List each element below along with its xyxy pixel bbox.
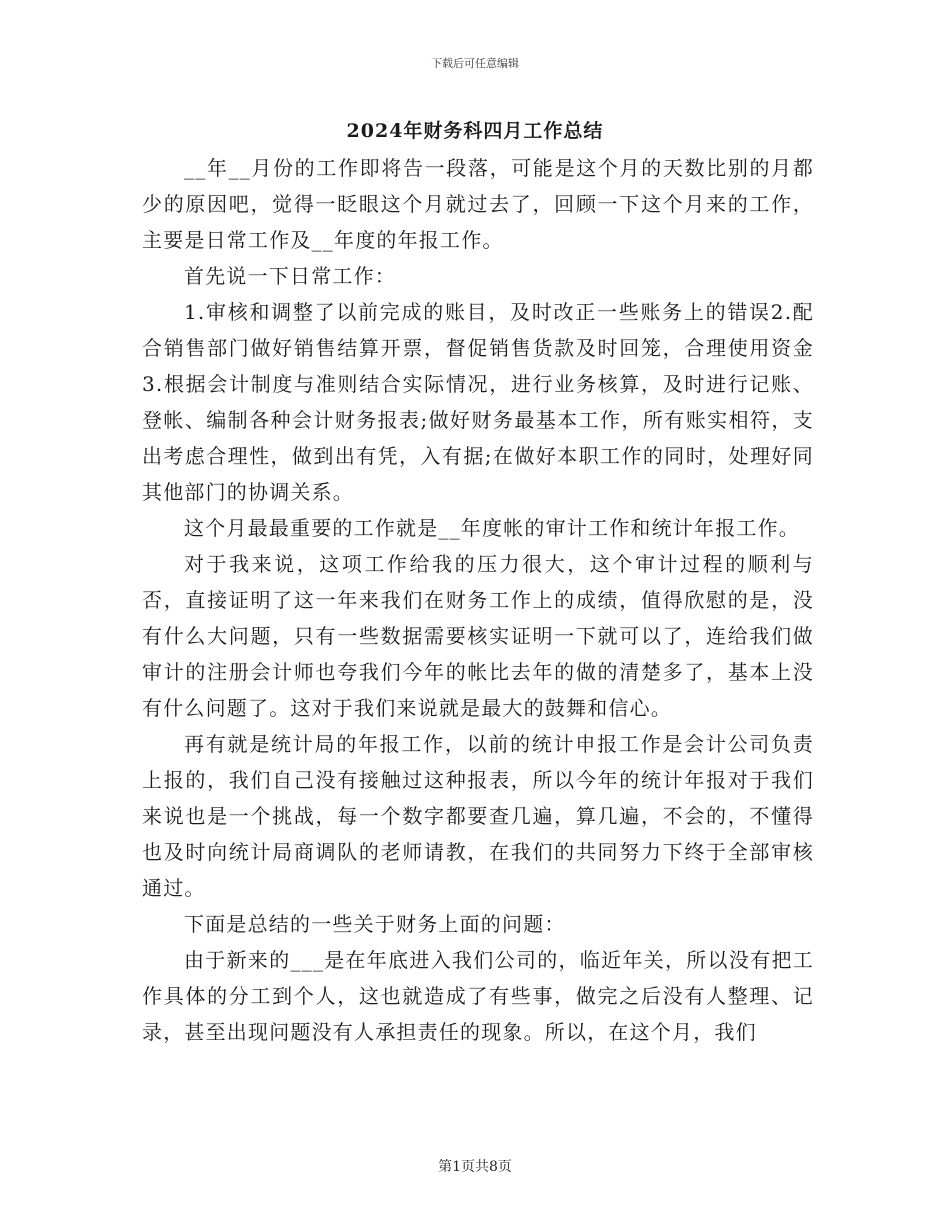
paragraph: 下面是总结的一些关于财务上面的问题： [184, 912, 566, 936]
paragraph: 由于新来的___是在年底进入我们公司的，临近年关，所以没有把工作具体的分工到个人，这也就造成了有些事，做完之后没有人整理、记录，甚至出现问题没有人承担责任的现象。所以，在这个月，我们 [142, 948, 814, 1044]
paragraph: 对于我来说，这项工作给我的压力很大，这个审计过程的顺利与否，直接证明了这一年来我们在财务工作上的成绩，值得欣慰的是，没有什么大问题，只有一些数据需要核实证明一下就可以了，连给我们做审计的注册会计师也夸我们今年的帐比去年的做的清楚多了，基本上没有什么问题了。这对于我们来说就是最大的鼓舞和信心。 [142, 552, 814, 720]
page-footer: 第1页共8页 [438, 1159, 512, 1175]
header-note: 下载后可任意编辑 [431, 57, 519, 70]
paragraph: __年__月份的工作即将告一段落，可能是这个月的天数比别的月都少的原因吧，觉得一眨眼这个月就过去了，回顾一下这个月来的工作，主要是日常工作及__年度的年报工作。 [142, 156, 814, 252]
paragraph: 这个月最最重要的工作就是__年度帐的审计工作和统计年报工作。 [184, 516, 800, 540]
paragraph: 再有就是统计局的年报工作，以前的统计申报工作是会计公司负责上报的，我们自己没有接触过这种报表，所以今年的统计年报对于我们来说也是一个挑战，每一个数字都要查几遍，算几遍，不会的，不懂得也及时向统计局商调队的老师请教，在我们的共同努力下终于全部审核通过。 [142, 732, 814, 900]
paragraph: 首先说一下日常工作： [184, 264, 396, 288]
document-body [142, 150, 814, 1050]
paragraph: 1.审核和调整了以前完成的账目，及时改正一些账务上的错误2.配合销售部门做好销售结算开票，督促销售货款及时回笼，合理使用资金3.根据会计制度与准则结合实际情况，进行业务核算，及时进行记账、登帐、编制各种会计财务报表;做好财务最基本工作，所有账实相符，支出考虑合理性，做到出有凭，入有据;在做好本职工作的同时，处理好同其他部门的协调关系。 [142, 300, 814, 504]
document-title: 2024年财务科四月工作总结 [346, 120, 604, 142]
